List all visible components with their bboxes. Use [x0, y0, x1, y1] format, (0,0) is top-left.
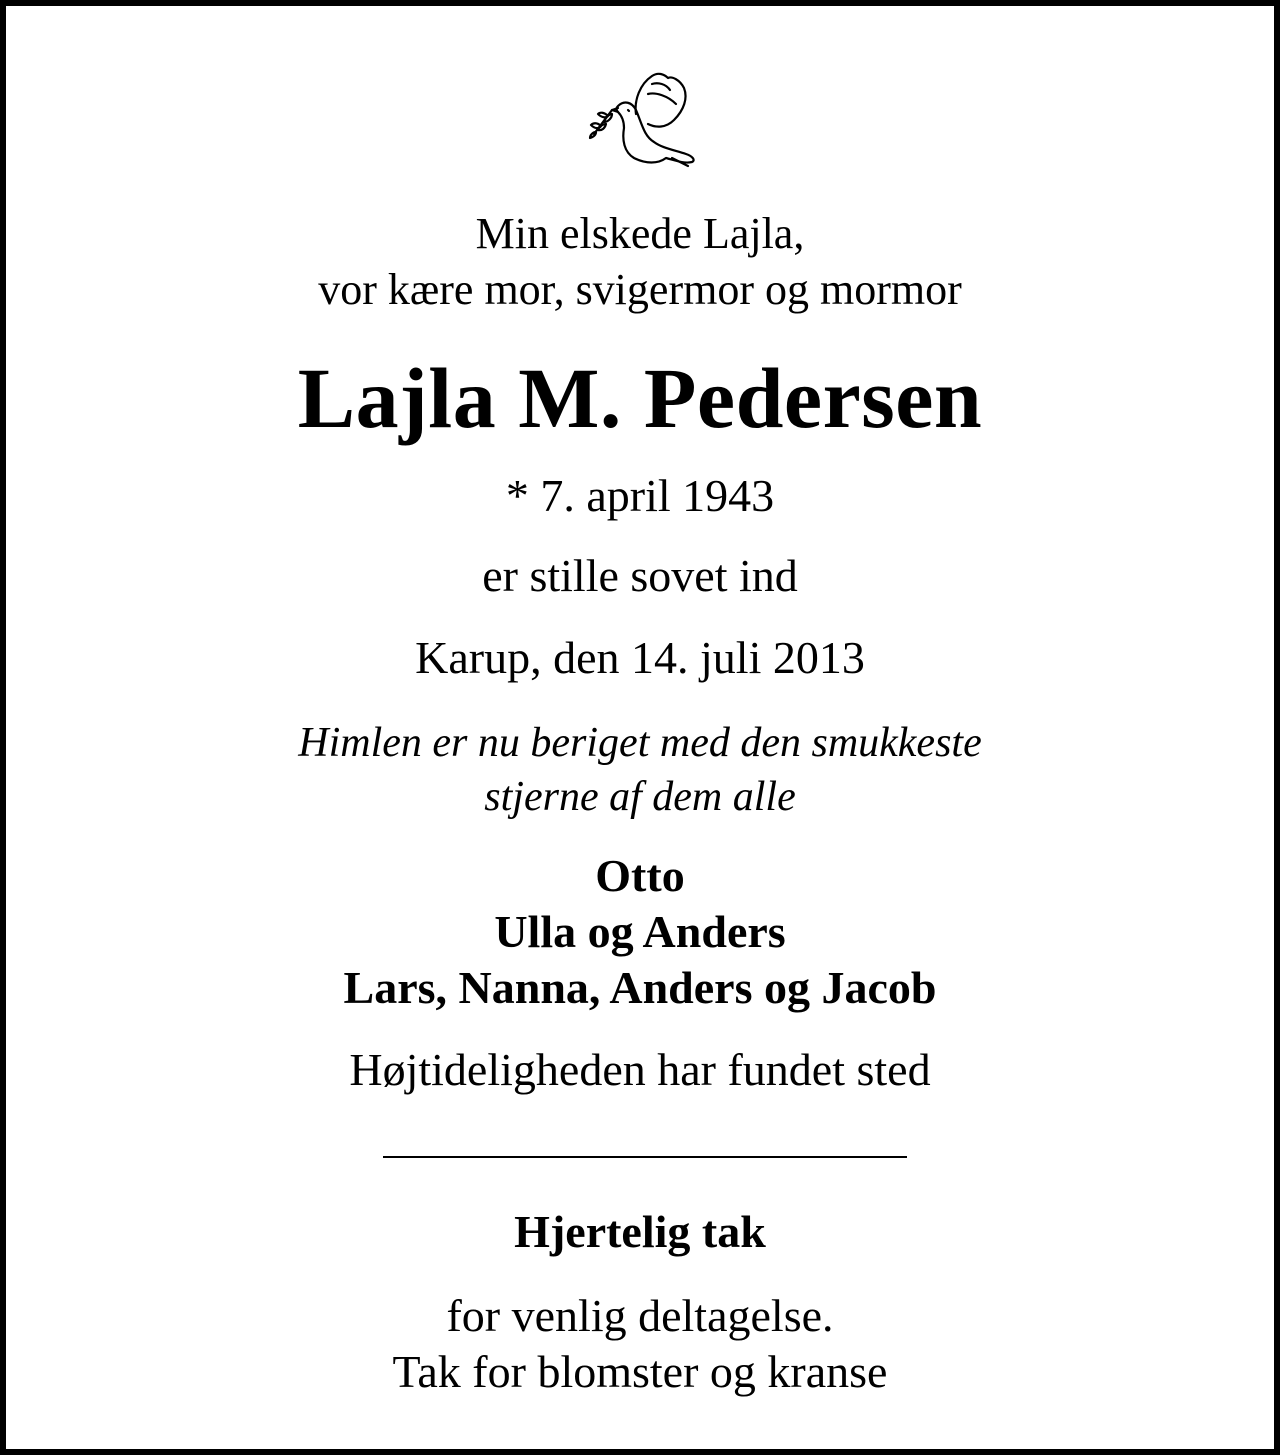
deceased-name: Lajla M. Pedersen — [297, 350, 983, 446]
passed-text: er stille sovet ind — [482, 550, 798, 601]
thanks-heading: Hjertelig tak — [514, 1206, 766, 1257]
quote-line-1: Himlen er nu beriget med den smukkeste — [298, 720, 982, 766]
divider — [383, 1156, 907, 1158]
birth-date: * 7. april 1943 — [505, 470, 775, 521]
intro-line-1: Min elskede Lajla, — [475, 209, 805, 258]
place-and-date: Karup, den 14. juli 2013 — [415, 632, 865, 683]
intro-line-2: vor kære mor, svigermor og mormor — [318, 265, 962, 314]
thanks-line-1: for venlig deltagelse. — [446, 1290, 834, 1341]
quote-line-2: stjerne af dem alle — [484, 774, 796, 820]
family-line-1: Otto — [595, 850, 685, 901]
thanks-line-2: Tak for blomster og kranse — [392, 1346, 888, 1397]
family-line-2: Ulla og Anders — [494, 906, 786, 957]
family-line-3: Lars, Nanna, Anders og Jacob — [343, 962, 937, 1013]
ceremony-text: Højtideligheden har fundet sted — [349, 1044, 931, 1095]
dove-icon — [588, 70, 704, 170]
